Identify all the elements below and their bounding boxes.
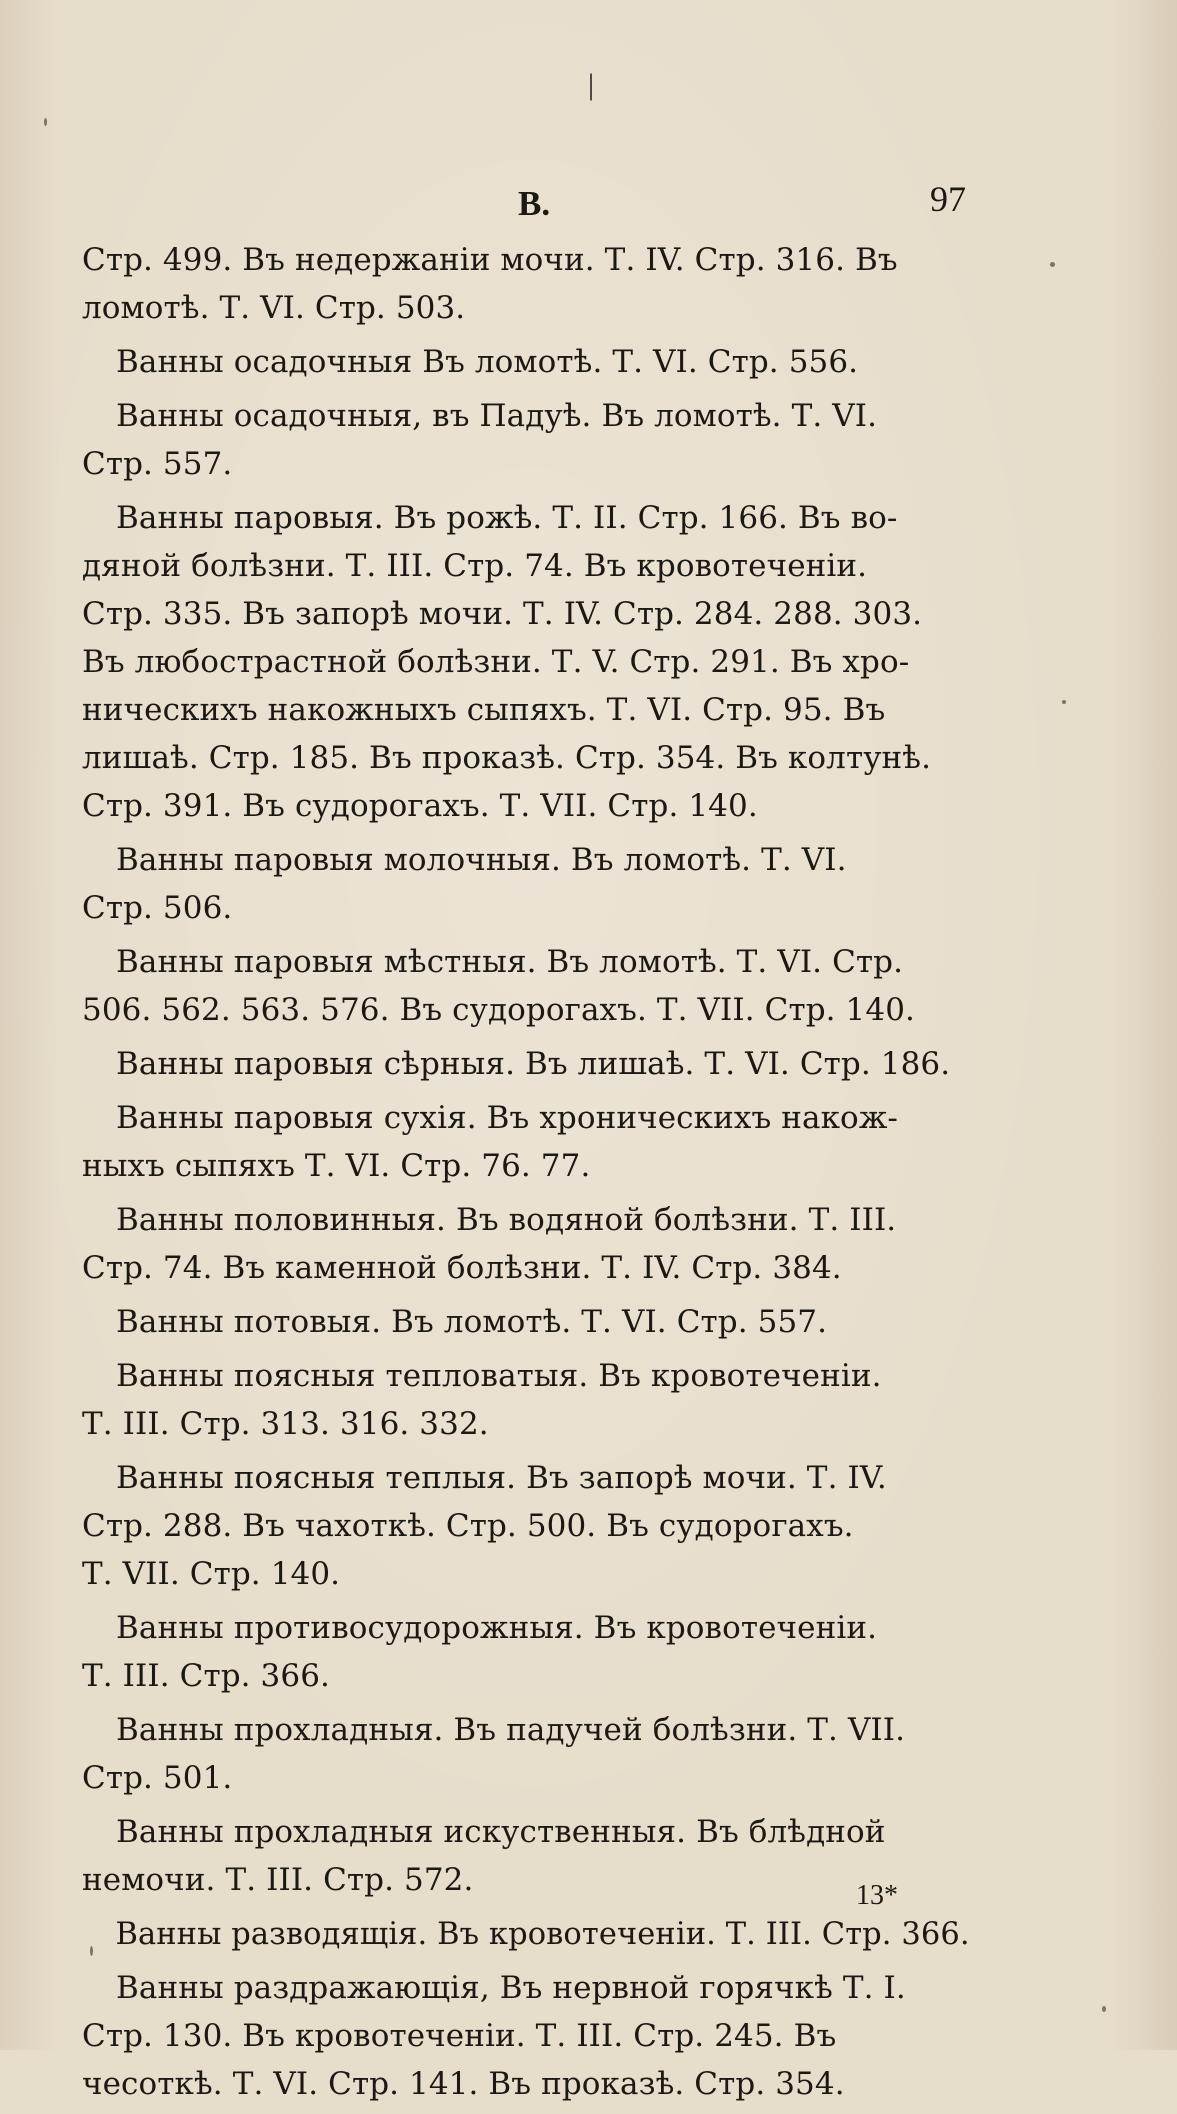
entry-continuation-line: ныхъ сыпяхъ Т. VI. Стр. 76. 77.	[82, 1148, 591, 1184]
entry-continuation-line: Стр. 74. Въ каменной болѣзни. Т. IV. Стр. 384.	[82, 1250, 842, 1286]
section-letter: В.	[518, 184, 551, 223]
entry-heading-line: Ванны прохладныя. Въ падучей болѣзни. Т. VII.	[116, 1712, 906, 1748]
index-entry	[82, 1808, 982, 1904]
entry-heading-line: Стр. 499. Въ недержаніи мочи. Т. IV. Стр. 316. Въ	[82, 242, 898, 278]
entry-heading-line: Ванны прохладныя искуственныя. Въ блѣдной	[116, 1814, 886, 1850]
ink-speck	[44, 118, 47, 126]
entry-heading-line: Ванны противосудорожныя. Въ кровотеченіи.	[116, 1610, 878, 1646]
index-entry	[82, 1910, 982, 1958]
entry-continuation-line: лишаѣ. Стр. 185. Въ проказѣ. Стр. 354. Въ колтунѣ.	[82, 740, 932, 776]
index-entry	[82, 494, 982, 830]
entry-heading-line: Ванны осадочныя, въ Падуѣ. Въ ломотѣ. Т. VI.	[116, 398, 878, 434]
entry-continuation-line: 506. 562. 563. 576. Въ судорогахъ. Т. VII. Стр. 140.	[82, 992, 915, 1028]
index-entry	[82, 1196, 982, 1292]
index-entry	[82, 1454, 982, 1598]
index-entry	[82, 236, 982, 332]
index-entry	[82, 338, 982, 386]
ink-speck	[1062, 700, 1066, 704]
entry-continuation-line: Стр. 557.	[82, 446, 233, 482]
entry-heading-line: Ванны паровыя. Въ рожѣ. Т. II. Стр. 166. Въ во-	[116, 500, 898, 536]
entry-continuation-line: Въ любострастной болѣзни. Т. V. Стр. 291. Въ хро-	[82, 644, 910, 680]
index-entry	[82, 1964, 982, 2108]
entry-heading-line: Ванны паровыя сухія. Въ хроническихъ накож-	[116, 1100, 899, 1136]
page-number: 97	[930, 179, 966, 219]
index-entry	[82, 392, 982, 488]
entry-continuation-line: Стр. 288. Въ чахоткѣ. Стр. 500. Въ судорогахъ.	[82, 1508, 854, 1544]
entry-heading-line: Ванны поясныя тепловатыя. Въ кровотеченіи.	[116, 1358, 882, 1394]
entry-heading-line: Ванны потовыя. Въ ломотѣ. Т. VI. Стр. 557.	[116, 1304, 828, 1340]
index-entry	[82, 1040, 982, 1088]
entry-continuation-line: Стр. 391. Въ судорогахъ. Т. VII. Стр. 140.	[82, 788, 758, 824]
index-entry	[82, 1094, 982, 1190]
index-entry	[82, 1706, 982, 1802]
entry-continuation-line: Стр. 501.	[82, 1760, 233, 1796]
ink-speck	[1102, 2006, 1106, 2012]
entry-continuation-line: ломотѣ. Т. VI. Стр. 503.	[82, 290, 466, 326]
printer-signature: 13*	[856, 1880, 898, 1911]
entry-heading-line: Ванны раздражающія, Въ нервной горячкѣ Т. I.	[116, 1970, 906, 2006]
entry-continuation-line: Т. III. Стр. 313. 316. 332.	[82, 1406, 489, 1442]
running-head	[80, 166, 966, 226]
entry-continuation-line: чесоткѣ. Т. VI. Стр. 141. Въ проказѣ. Стр. 354.	[82, 2066, 845, 2102]
entry-heading-line: Ванны паровыя молочныя. Въ ломотѣ. Т. VI.	[116, 842, 847, 878]
entry-continuation-line: дяной болѣзни. Т. III. Стр. 74. Въ кровотеченіи.	[82, 548, 868, 584]
top-mark: |	[588, 68, 595, 101]
entry-continuation-line: немочи. Т. III. Стр. 572.	[82, 1862, 474, 1898]
index-entry	[82, 1604, 982, 1700]
entry-continuation-line: Стр. 335. Въ запорѣ мочи. Т. IV. Стр. 284. 288. 303.	[82, 596, 923, 632]
index-entry	[82, 938, 982, 1034]
entry-continuation-line: Стр. 130. Въ кровотеченіи. Т. III. Стр. 245. Въ	[82, 2018, 837, 2054]
index-entries	[82, 236, 982, 2114]
entry-heading-line: Ванны паровыя мѣстныя. Въ ломотѣ. Т. VI. Стр.	[116, 944, 904, 980]
entry-continuation-line: Т. III. Стр. 366.	[82, 1658, 330, 1694]
entry-heading-line: Ванны разводящія. Въ кровотеченіи. Т. III. Стр. 366.	[115, 1916, 970, 1952]
entry-heading-line: Ванны поясныя теплыя. Въ запорѣ мочи. Т. IV.	[116, 1460, 887, 1496]
index-entry	[82, 1298, 982, 1346]
entry-continuation-line: Стр. 506.	[82, 890, 233, 926]
entry-heading-line: Ванны паровыя сѣрныя. Въ лишаѣ. Т. VI. Стр. 186.	[116, 1046, 951, 1082]
entry-continuation-line: ническихъ накожныхъ сыпяхъ. Т. VI. Стр. 95. Въ	[82, 692, 886, 728]
index-entry	[82, 1352, 982, 1448]
ink-speck	[90, 1946, 93, 1956]
entry-heading-line: Ванны осадочныя Въ ломотѣ. Т. VI. Стр. 556.	[116, 344, 859, 380]
entry-continuation-line: Т. VII. Стр. 140.	[82, 1556, 341, 1592]
entry-heading-line: Ванны половинныя. Въ водяной болѣзни. Т. III.	[116, 1202, 897, 1238]
index-entry	[82, 836, 982, 932]
ink-speck	[1050, 262, 1055, 267]
